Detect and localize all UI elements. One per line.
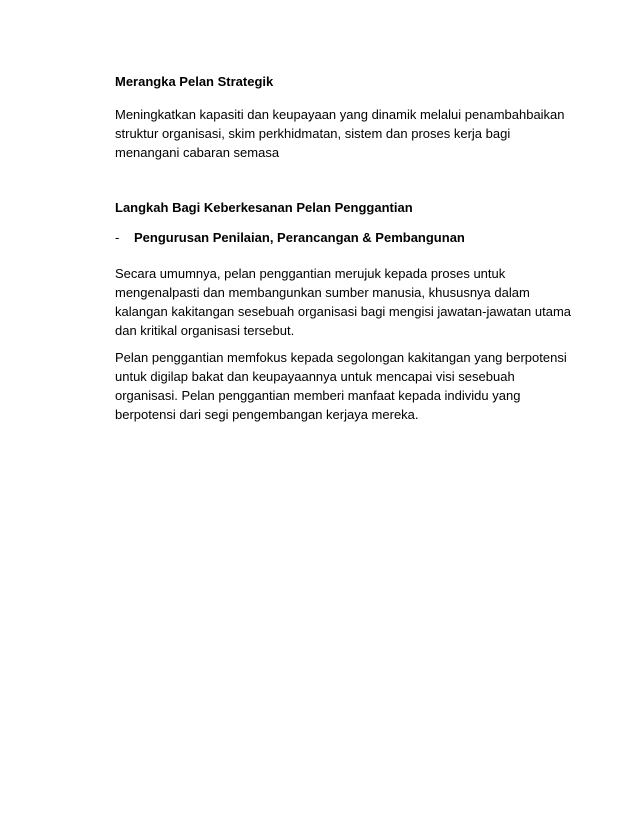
section-heading-succession-steps: Langkah Bagi Keberkesanan Pelan Penggantian [115,200,413,215]
bullet-item [115,229,575,246]
bullet-marker: - [115,230,120,245]
document-body [115,60,575,424]
bullet-text: Pengurusan Penilaian, Perancangan & Pembangunan [134,230,465,245]
paragraph-succession-definition: Secara umumnya, pelan penggantian merujuk kepada proses untuk mengenalpasti dan membangunkan sumber manusia, khususnya dalam kalangan kakitangan sesebuah organisasi bagi mengisi jawatan-jawatan utama dan kritikal organisasi tersebut. [115,266,572,338]
section-heading-strategic-plan: Merangka Pelan Strategik [115,74,274,89]
paragraph-succession-focus: Pelan penggantian memfokus kepada segolongan kakitangan yang berpotensi untuk digilap bakat dan keupayaannya untuk mencapai visi sesebuah organisasi. Pelan penggantian memberi manfaat kepada individu yang berpotensi dari segi pengembangan kerjaya mereka. [115,350,567,422]
paragraph-strategic-plan: Meningkatkan kapasiti dan keupayaan yang dinamik melalui penambahbaikan struktur organisasi, skim perkhidmatan, sistem dan proses kerja bagi menangani cabaran semasa [115,107,565,160]
